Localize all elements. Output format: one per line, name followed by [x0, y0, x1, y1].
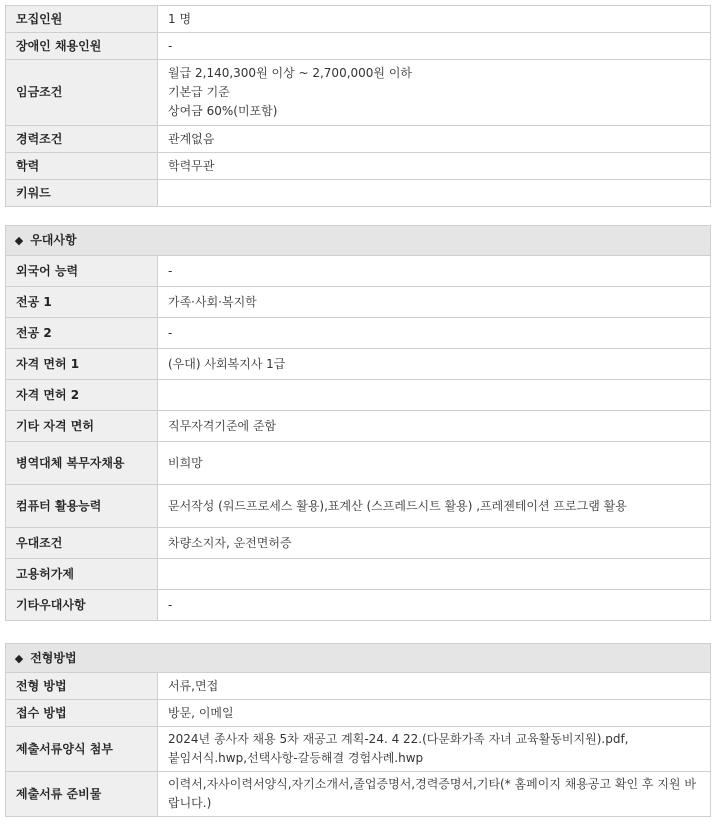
row-label: 전공 2 [6, 318, 158, 349]
attachment-line: 2024년 종사자 채용 5차 재공고 계획-24. 4 22.(다문화가족 자녀 교육활동비지원).pdf, [168, 732, 629, 746]
table-row [6, 318, 711, 349]
diamond-bullet-icon: ◆ [14, 234, 24, 247]
wage-line: 상여금 60%(미포함) [168, 104, 278, 118]
row-value: 관계없음 [158, 126, 711, 153]
row-label: 제출서류양식 첨부 [6, 727, 158, 772]
row-label: 병역대체 복무자채용 [6, 442, 158, 485]
table-row [6, 590, 711, 621]
selection-section-header [5, 643, 711, 674]
row-label: 제출서류 준비물 [6, 772, 158, 817]
table-row [6, 485, 711, 528]
table-row [6, 559, 711, 590]
row-label: 전공 1 [6, 287, 158, 318]
row-label: 접수 방법 [6, 700, 158, 727]
row-value: - [158, 590, 711, 621]
row-value: 비희망 [158, 442, 711, 485]
row-value [158, 559, 711, 590]
table-row [6, 153, 711, 180]
table-row [6, 60, 711, 126]
row-value: 1 명 [158, 6, 711, 33]
row-value: 직무자격기준에 준함 [158, 411, 711, 442]
attachment-line: 붙임서식.hwp,선택사항-갈등해결 경험사례.hwp [168, 751, 424, 765]
row-label: 경력조건 [6, 126, 158, 153]
row-value: 이력서,자사이력서양식,자기소개서,졸업증명서,경력증명서,기타(* 홈페이지 채용공고 확인 후 지원 바랍니다.) [158, 772, 711, 817]
diamond-bullet-icon: ◆ [14, 652, 24, 665]
row-label: 임금조건 [6, 60, 158, 126]
selection-table [5, 672, 711, 817]
table-row [6, 673, 711, 700]
table-row [6, 180, 711, 207]
section-title: 우대사항 [30, 233, 77, 247]
row-label: 기타 자격 면허 [6, 411, 158, 442]
row-value [158, 60, 711, 126]
row-value: 학력무관 [158, 153, 711, 180]
row-value: 문서작성 (워드프로세스 활용),표계산 (스프레드시트 활용) ,프레젠테이션 프로그램 활용 [158, 485, 711, 528]
row-value: - [158, 33, 711, 60]
table-row [6, 700, 711, 727]
row-value: - [158, 318, 711, 349]
table-row [6, 287, 711, 318]
basic-info-table [5, 5, 711, 207]
preference-section-header [5, 225, 711, 256]
row-value: - [158, 256, 711, 287]
row-value [158, 180, 711, 207]
row-label: 컴퓨터 활용능력 [6, 485, 158, 528]
table-row [6, 33, 711, 60]
table-row [6, 349, 711, 380]
row-label: 장애인 채용인원 [6, 33, 158, 60]
row-label: 키워드 [6, 180, 158, 207]
row-value: 차량소지자, 운전면허증 [158, 528, 711, 559]
row-label: 고용허가제 [6, 559, 158, 590]
table-row [6, 727, 711, 772]
table-row [6, 380, 711, 411]
table-row [6, 6, 711, 33]
row-label: 모집인원 [6, 6, 158, 33]
table-row [6, 528, 711, 559]
row-label: 우대조건 [6, 528, 158, 559]
preference-table [5, 255, 711, 621]
row-label: 자격 면허 1 [6, 349, 158, 380]
table-row [6, 442, 711, 485]
row-label: 기타우대사항 [6, 590, 158, 621]
section-title: 전형방법 [30, 651, 77, 665]
table-row [6, 256, 711, 287]
row-value: 방문, 이메일 [158, 700, 711, 727]
row-label: 학력 [6, 153, 158, 180]
row-value [158, 727, 711, 772]
row-label: 자격 면허 2 [6, 380, 158, 411]
row-value: (우대) 사회복지사 1급 [158, 349, 711, 380]
row-value: 서류,면접 [158, 673, 711, 700]
wage-line: 월급 2,140,300원 이상 ~ 2,700,000원 이하 [168, 66, 413, 80]
table-row [6, 126, 711, 153]
table-row [6, 772, 711, 817]
table-row [6, 411, 711, 442]
row-value: 가족·사회·복지학 [158, 287, 711, 318]
row-label: 전형 방법 [6, 673, 158, 700]
wage-line: 기본급 기준 [168, 85, 230, 99]
row-value [158, 380, 711, 411]
row-label: 외국어 능력 [6, 256, 158, 287]
